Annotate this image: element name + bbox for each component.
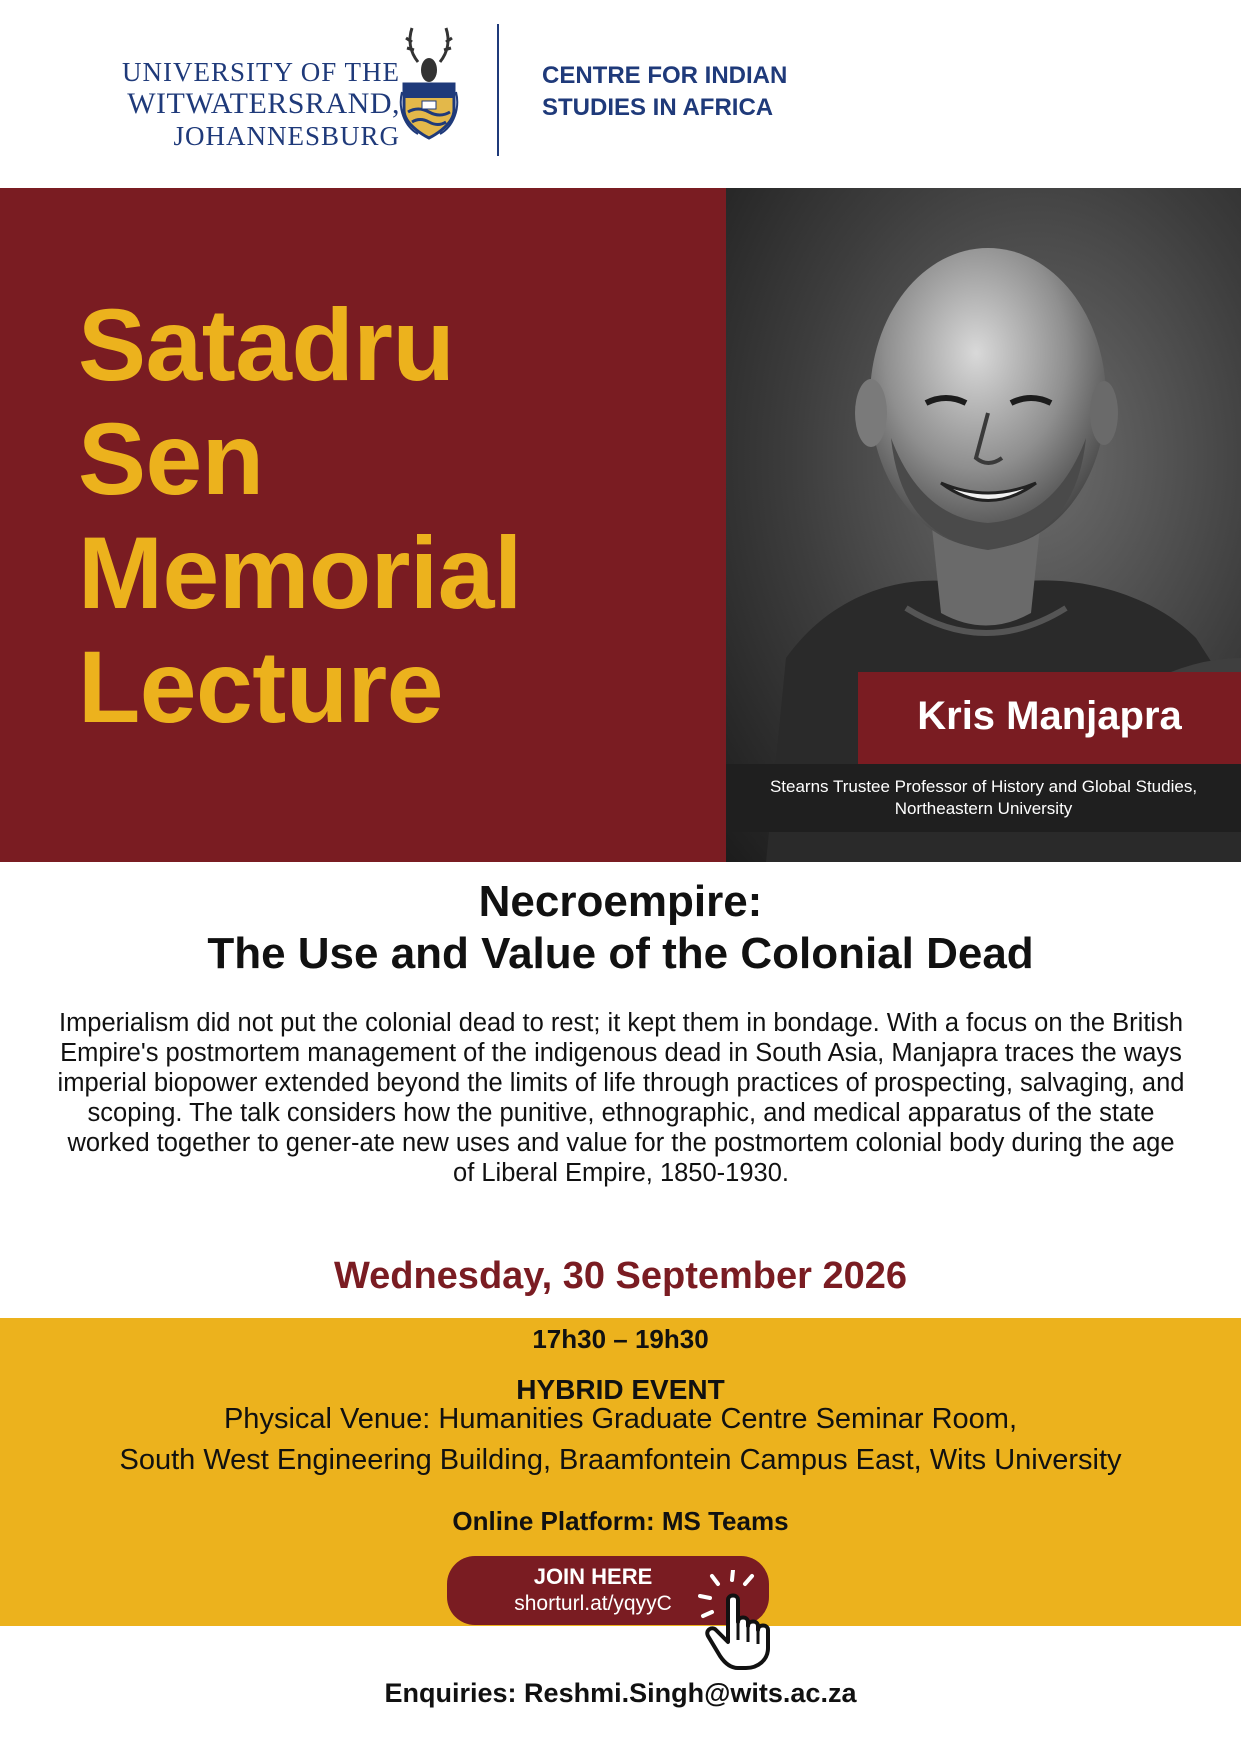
header-divider (497, 24, 499, 156)
join-url-link[interactable]: shorturl.at/yqyyC (514, 1592, 672, 1615)
university-name-line1: UNIVERSITY OF THE (122, 57, 400, 87)
click-cursor-icon (698, 1570, 778, 1670)
university-name-line3: JOHANNESBURG (173, 121, 400, 151)
event-time: 17h30 – 19h30 (532, 1324, 709, 1354)
speaker-role (726, 764, 1241, 832)
lecture-series-title-line: Lecture (78, 630, 443, 744)
online-platform: Online Platform: MS Teams (452, 1506, 789, 1536)
lecture-series-title-line: Sen (78, 402, 264, 516)
university-crest-icon (398, 22, 460, 142)
centre-name-line2: STUDIES IN AFRICA (542, 94, 774, 121)
speaker-name-tag (858, 672, 1241, 764)
talk-title-line1: Necroempire: (478, 877, 763, 926)
lecture-series-title-line: Satadru (78, 288, 455, 402)
event-date: Wednesday, 30 September 2026 (333, 1255, 908, 1297)
join-label: JOIN HERE (533, 1564, 653, 1589)
lecture-series-title (78, 288, 522, 744)
venue-line1: Physical Venue: Humanities Graduate Centre Seminar Room, (223, 1403, 1018, 1435)
enquiries-contact: Enquiries: Reshmi.Singh@wits.ac.za (384, 1678, 857, 1708)
speaker-name: Kris Manjapra (917, 694, 1182, 738)
talk-abstract: Imperialism did not put the colonial dead to rest; it kept them in bondage. With a focus on the British Empire's postmortem management of the indigenous dead in South Asia, Manjapra traces the ways imperial biopower extended beyond the limits of life through practices of prospecting, salvaging, and scoping. The talk considers how the punitive, ethnographic, and medical apparatus of the state worked together to gener-ate new uses and value for the postmortem colonial body during the age of Liberal Empire, 1850-1930. (57, 1009, 1185, 1187)
talk-title-line2: The Use and Value of the Colonial Dead (207, 929, 1034, 978)
speaker-role-line1: Stearns Trustee Professor of History and Global Studies, (769, 777, 1198, 796)
speaker-role-line2: Northeastern University (894, 799, 1073, 818)
centre-name (542, 60, 787, 124)
university-name-line2: WITWATERSRAND, (127, 87, 400, 120)
lecture-banner (0, 188, 726, 862)
talk-title (0, 876, 1241, 980)
university-name (80, 56, 400, 152)
header (0, 0, 1241, 188)
centre-name-line1: CENTRE FOR INDIAN (542, 62, 788, 89)
lecture-series-title-line: Memorial (78, 516, 522, 630)
venue-line2: South West Engineering Building, Braamfontein Campus East, Wits University (119, 1444, 1122, 1476)
event-format: HYBRID EVENT (516, 1374, 725, 1405)
